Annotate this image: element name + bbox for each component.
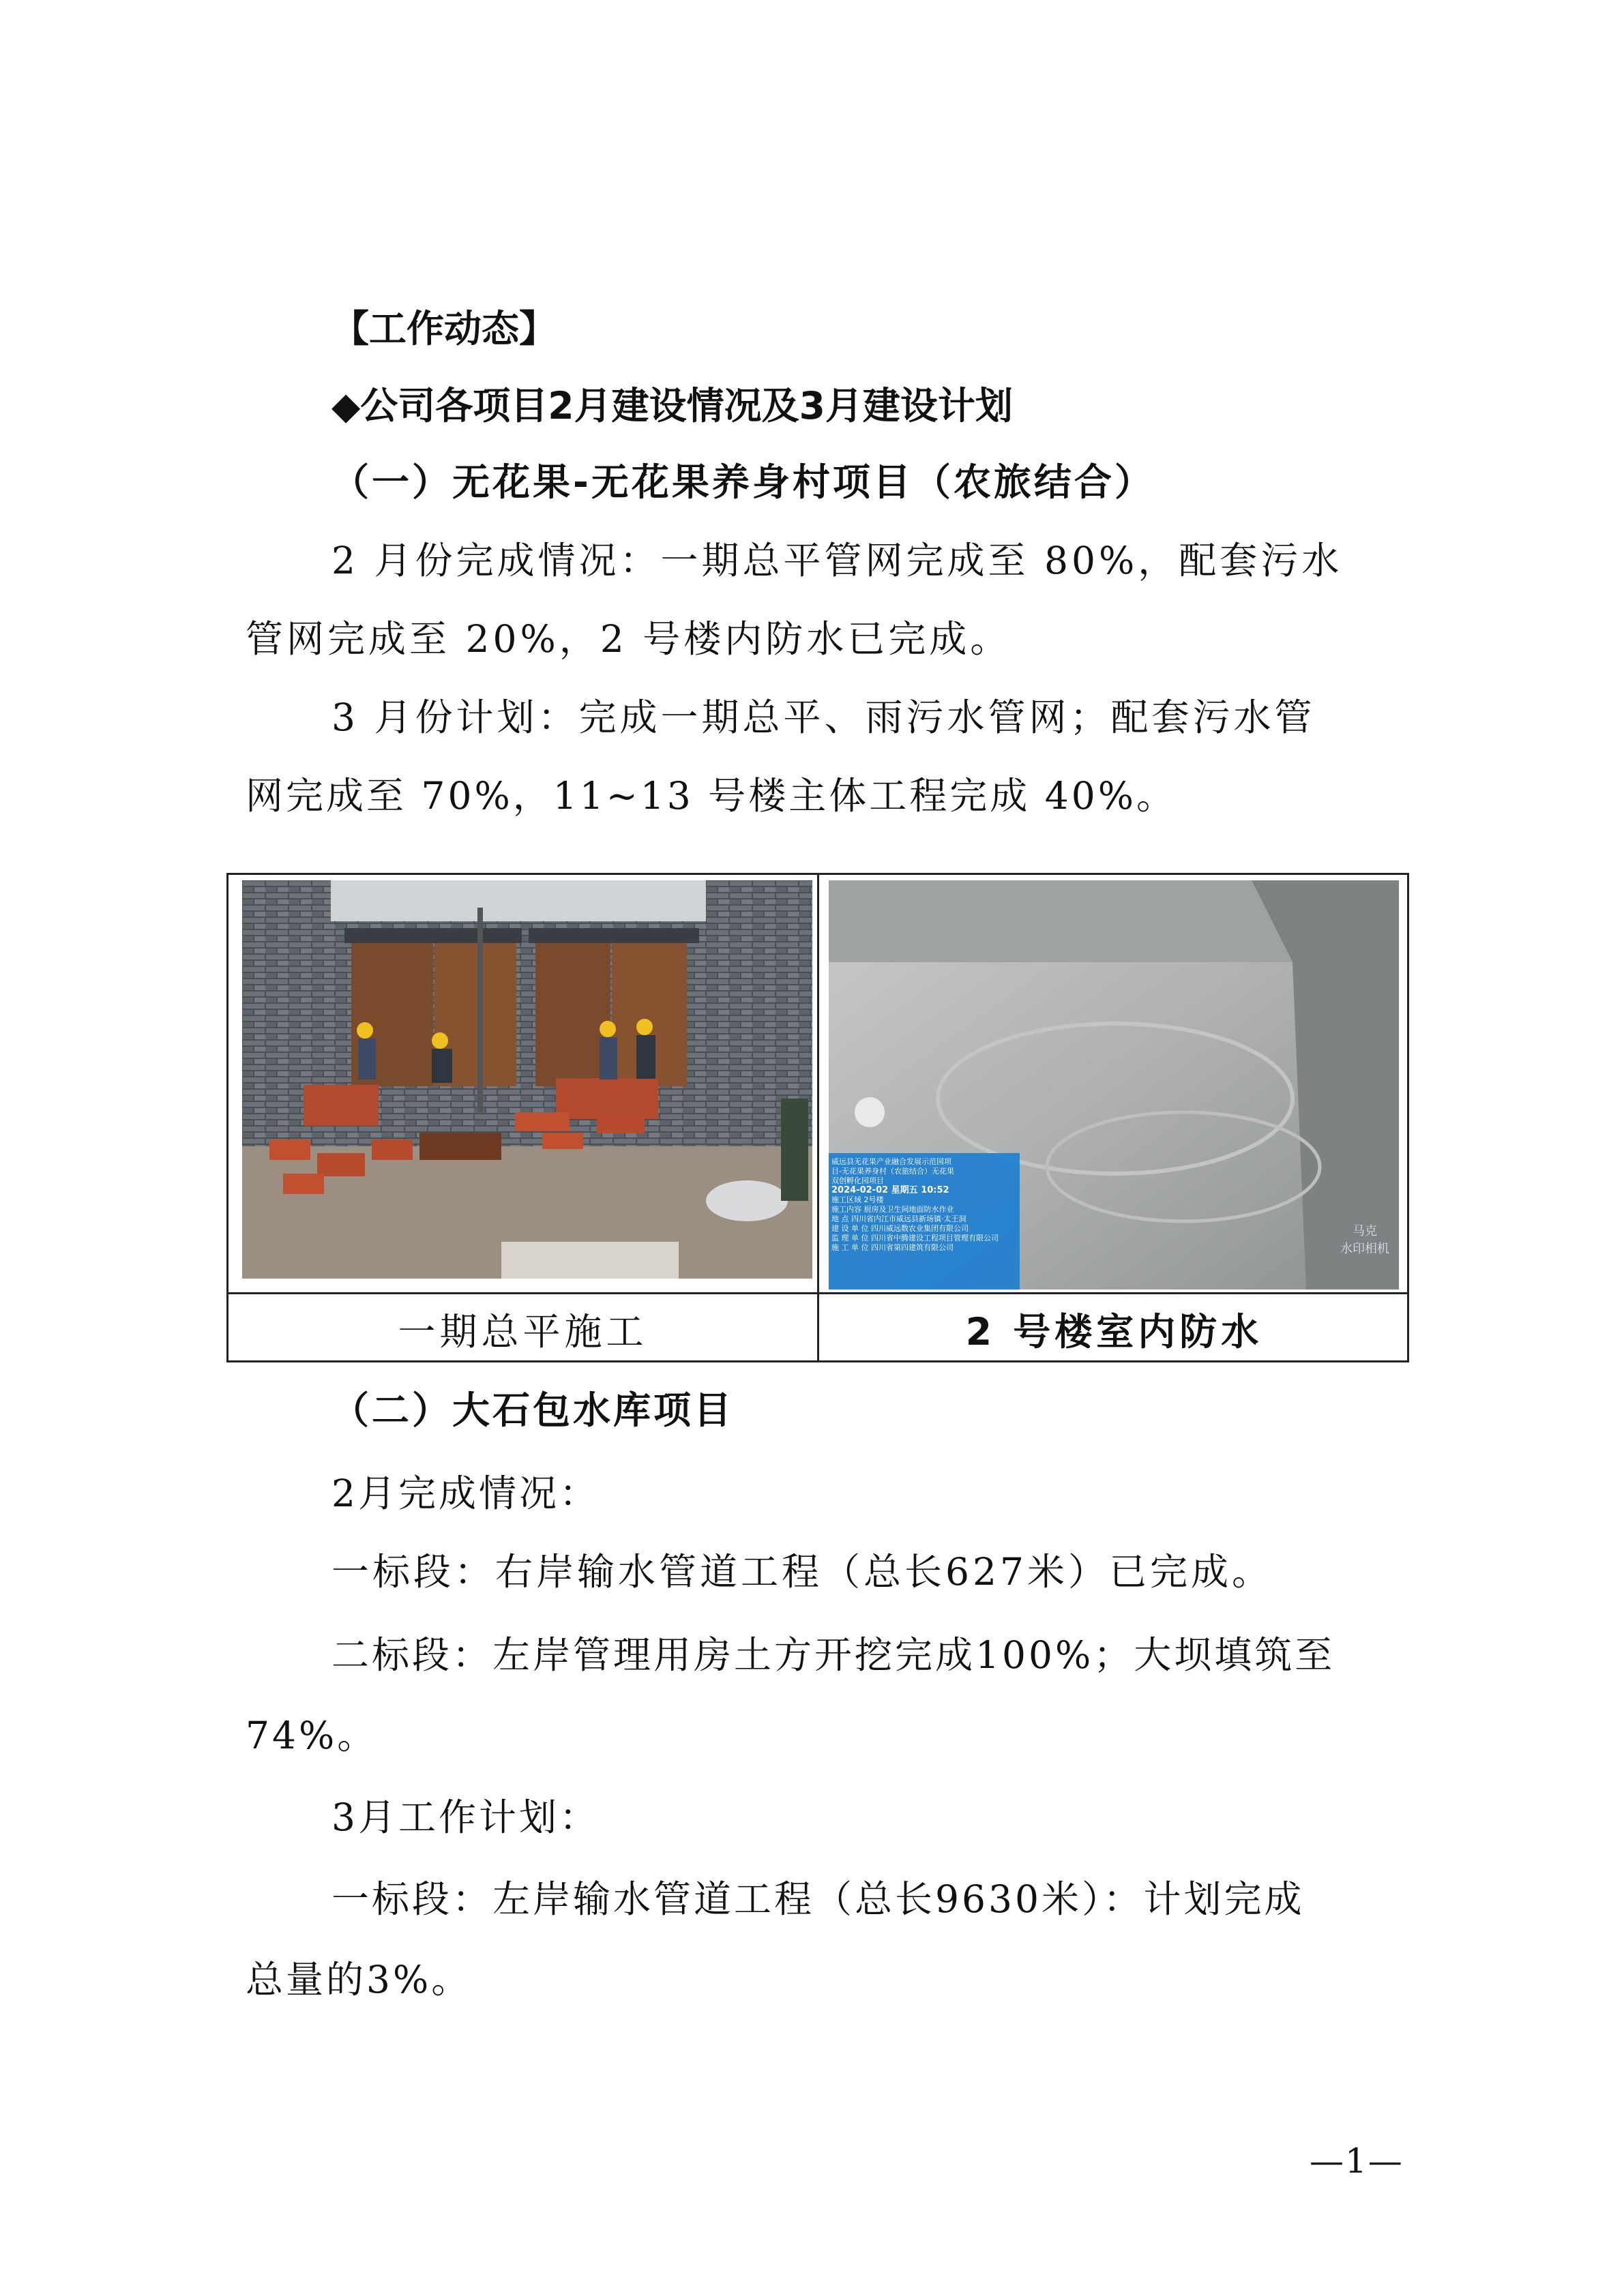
table-divider-vertical bbox=[817, 875, 819, 1360]
section-header: 【工作动态】 bbox=[331, 307, 557, 351]
project2-mar-section1-line1: 一标段：左岸输水管道工程（总长9630米）：计划完成 bbox=[331, 1877, 1305, 1921]
project1-title: （一）无花果-无花果养身村项目（农旅结合） bbox=[331, 460, 1155, 504]
waterproofing-photo bbox=[829, 880, 1399, 1289]
project2-feb-section2-line1: 二标段：左岸管理用房土方开挖完成100%；大坝填筑至 bbox=[331, 1633, 1335, 1677]
project1-feb-line1: 2 月份完成情况：一期总平管网完成至 80%，配套污水 bbox=[331, 539, 1343, 582]
watermark-line2: 水印相机 bbox=[1340, 1242, 1389, 1256]
construction-photo-image bbox=[242, 880, 812, 1279]
project2-mar-heading: 3月工作计划： bbox=[331, 1795, 600, 1839]
overlay-title-line1: 威远县无花果产业融合发展示范园项 bbox=[831, 1157, 951, 1166]
construction-photo bbox=[242, 880, 812, 1279]
right-photo-caption: 2 号楼室内防水 bbox=[965, 1309, 1263, 1354]
overlay-title-line3: 双创孵化园项目 bbox=[831, 1176, 884, 1185]
project2-feb-section1: 一标段：右岸输水管道工程（总长627米）已完成。 bbox=[331, 1550, 1273, 1594]
project1-mar-line2: 网完成至 70%，11~13 号楼主体工程完成 40%。 bbox=[246, 774, 1177, 818]
project2-mar-section1-line2: 总量的3%。 bbox=[246, 1958, 472, 2001]
left-photo-caption: 一期总平施工 bbox=[398, 1309, 648, 1354]
project2-feb-heading: 2月完成情况： bbox=[331, 1472, 600, 1515]
watermark-stamp bbox=[1340, 1221, 1389, 1257]
photo-table bbox=[226, 873, 1409, 1362]
watermark-line1: 马克 bbox=[1353, 1224, 1377, 1238]
overlay-row6: 施 工 单 位 四川省第四建筑有限公司 bbox=[831, 1243, 954, 1252]
project2-feb-section2-line2: 74%。 bbox=[246, 1714, 378, 1757]
topic-title: ◆公司各项目2月建设情况及3月建设计划 bbox=[331, 384, 1013, 428]
project2-title: （二）大石包水库项目 bbox=[331, 1388, 735, 1432]
overlay-title-line2: 目-无花果养身村（农旅结合）无花果 bbox=[831, 1167, 954, 1176]
page-number: —1— bbox=[1310, 2141, 1404, 2181]
overlay-date: 2024-02-02 星期五 10:52 bbox=[831, 1185, 949, 1195]
overlay-row4: 建 设 单 位 四川威远数农业集团有限公司 bbox=[831, 1224, 969, 1233]
project1-mar-line1: 3 月份计划：完成一期总平、雨污水管网；配套污水管 bbox=[331, 696, 1316, 739]
photo-info-overlay bbox=[829, 1153, 1020, 1289]
overlay-row2: 施工内容 厨房及卫生间地面防水作业 bbox=[831, 1205, 954, 1214]
overlay-row3: 地 点 四川省内江市威远县新场镇·太王洞 bbox=[831, 1214, 966, 1223]
project1-feb-line2: 管网完成至 20%，2 号楼内防水已完成。 bbox=[246, 617, 1012, 661]
overlay-row5: 监 理 单 位 四川省中腾建设工程项目管理有限公司 bbox=[831, 1234, 999, 1242]
overlay-row1: 施工区域 2号楼 bbox=[831, 1195, 884, 1204]
